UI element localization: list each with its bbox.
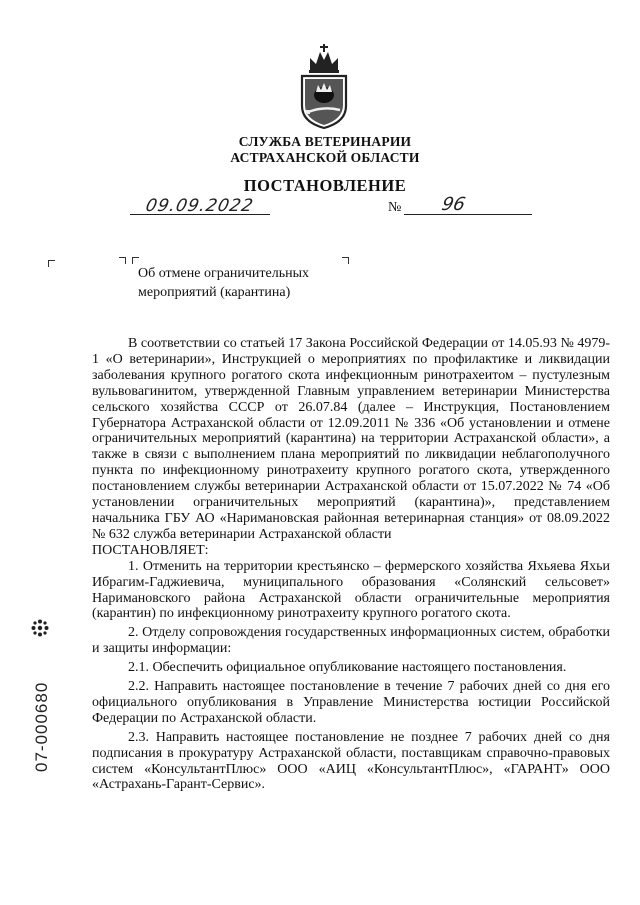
handwritten-date: 09.09.2022 — [143, 196, 256, 216]
registration-number: 07-000680 — [32, 681, 51, 772]
corner-mark — [48, 260, 55, 267]
document-subject — [138, 264, 358, 302]
document-type-title: ПОСТАНОВЛЕНИЕ — [243, 176, 407, 195]
registration-mark-icon — [30, 618, 50, 638]
number-underline — [404, 214, 532, 215]
corner-mark — [132, 257, 139, 264]
item-2-2-paragraph: 2.2. Направить настоящее постановление в течение 7 рабочих дней со дня его официального опубликования в Управление Министерства юстиции Российской Федерации по Астраханской области. — [92, 679, 610, 726]
organization-name-line1: СЛУЖБА ВЕТЕРИНАРИИ — [238, 134, 412, 149]
preamble-paragraph: В соответствии со статьей 17 Закона Российской Федерации от 14.05.93 № 4979-1 «О ветеринарии», Инструкцией о мероприятиях по профилактике и ликвидации заболевания крупного рогатого скота инфекционным ринотрахеитом – пустулезным вульвовагинитом, утвержденной Главным управлением ветеринарии Министерства сельского хозяйства СССР от 26.07.84 (далее – Инструкция, Постановлением Губернатора Астраханской области от 12.09.2011 № 336 «Об установлении и отмене ограничительных мероприятий (карантина) на территории Астраханской области», а также в связи с выполнением плана мероприятий по ликвидации неблагополучного пункта по инфекционному ринотрахеиту крупного рогатого скота, утвержденного постановлением службы ветеринарии Астраханской области от 15.07.2022 № 74 «Об установлении ограничительных мероприятий (карантина)», представлением начальника ГБУ АО «Наримановская районная ветеринарная станция» от 08.09.2022 № 632 служба ветеринарии Астраханской области — [92, 336, 610, 542]
document-body — [92, 336, 610, 793]
item-2-paragraph: 2. Отделу сопровождения государственных информационных систем, обработки и защиты информации: — [92, 625, 610, 657]
number-label: № — [388, 200, 402, 215]
resolves-heading: ПОСТАНОВЛЯЕТ: — [92, 542, 209, 558]
item-1-paragraph: 1. Отменить на территории крестьянско – фермерского хозяйства Яхьяева Яхьи Ибрагим-Гаджиевича, муниципального образования «Солянский сельсовет» Наримановского района Астраханской области ограничительные мероприятия (карантин) по инфекционному ринотрахеиту крупного рогатого скота. — [92, 558, 610, 622]
subject-line: Об отмене ограничительных — [138, 266, 310, 281]
corner-mark — [342, 257, 349, 264]
organization-name-line2: АСТРАХАНСКОЙ ОБЛАСТИ — [230, 150, 420, 165]
handwritten-number: 96 — [439, 194, 468, 215]
item-2-1-paragraph: 2.1. Обеспечить официальное опубликование настоящего постановления. — [128, 660, 567, 676]
subject-line: мероприятий (карантина) — [138, 285, 291, 300]
date-underline — [130, 214, 270, 215]
astrakhan-coat-of-arms-icon — [296, 40, 352, 130]
corner-mark — [119, 257, 126, 264]
item-2-3-paragraph: 2.3. Направить настоящее постановление не позднее 7 рабочих дней со дня подписания в прокуратуру Астраханской области, поставщикам справочно-правовых систем «КонсультантПлюс» ООО «АИЦ «КонсультантПлюс», «ГАРАНТ» ООО «Астрахань-Гарант-Сервис». — [92, 729, 610, 793]
